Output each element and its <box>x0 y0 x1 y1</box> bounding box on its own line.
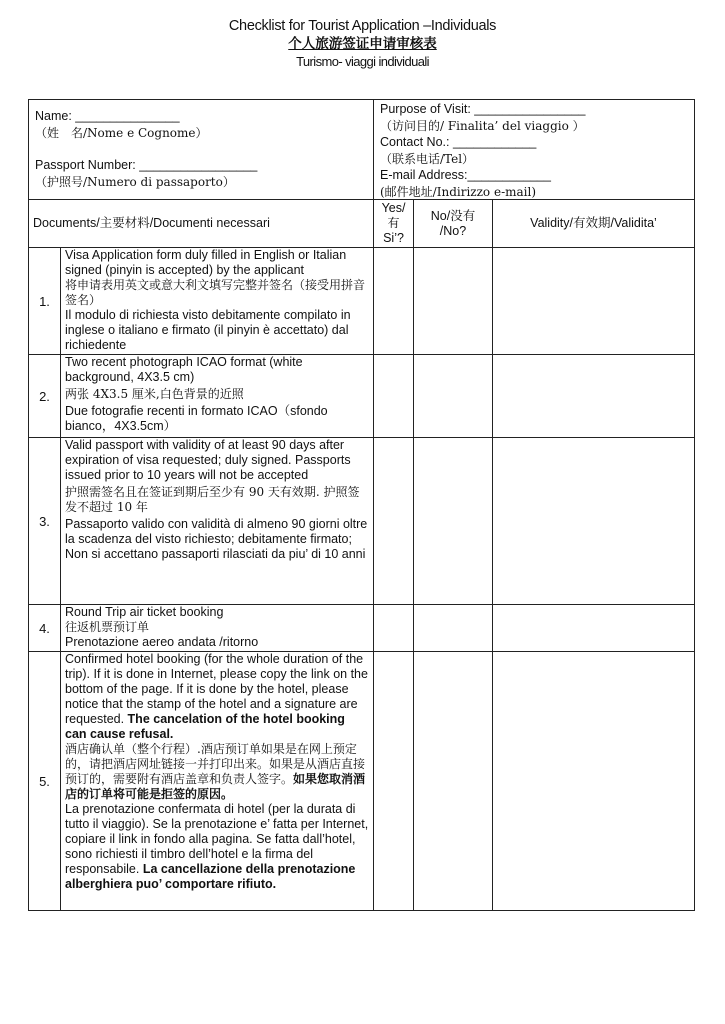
title-english: Checklist for Tourist Application –Individuals <box>228 18 497 34</box>
table-row <box>29 248 694 355</box>
yes-checkbox-cell[interactable] <box>374 248 414 354</box>
no-column-header <box>414 200 493 247</box>
applicant-info-right <box>374 100 694 199</box>
validity-cell[interactable] <box>493 605 694 651</box>
item-text-italian: Due fotografie recenti in formato ICAO（sfondo bianco，4X3.5cm） <box>65 404 328 433</box>
item-number: 4. <box>29 605 61 651</box>
applicant-info-row <box>29 100 694 200</box>
item-text-chinese: 往返机票预订单 <box>65 620 150 634</box>
item-text-italian: Prenotazione aereo andata /ritorno <box>65 635 259 649</box>
item-number: 3. <box>29 438 61 604</box>
documents-column-header: Documents/主要材料/Documenti necessari <box>29 200 374 247</box>
title-chinese: 个人旅游签证申请审核表 <box>288 36 437 52</box>
item-text-italian-body: La prenotazione confermata di hotel (per la durata di tutto il viaggio). Se la prenotazione e’ fatta per Internet, copiare il link in fondo alla pagina. Se fatta dall’hotel, sono richiesti il timbro dell’hotel e la firma del responsabile. <box>65 802 369 876</box>
passport-number-field[interactable]: Passport Number: _________________ <box>35 158 258 172</box>
item-description <box>61 248 373 354</box>
item-text-chinese <box>65 742 369 802</box>
table-header-row <box>29 200 694 248</box>
item-text-chinese: 两张 4X3.5 厘米,白色背景的近照 <box>65 387 244 401</box>
item-number: 1. <box>29 248 61 354</box>
table-row <box>29 438 694 605</box>
document-header <box>0 17 725 70</box>
item-text-english: Two recent photograph ICAO format (white background, 4X3.5 cm) <box>65 355 303 384</box>
no-header-line-2: /No? <box>439 223 467 238</box>
no-checkbox-cell[interactable] <box>414 605 493 651</box>
item-number: 5. <box>29 652 61 910</box>
validity-cell[interactable] <box>493 248 694 354</box>
item-text-italian <box>65 802 369 892</box>
item-description <box>61 438 373 604</box>
name-field[interactable]: Name: _______________ <box>35 109 180 123</box>
applicant-info-left <box>29 100 374 199</box>
no-checkbox-cell[interactable] <box>414 438 493 604</box>
validity-cell[interactable] <box>493 355 694 437</box>
item-number: 2. <box>29 355 61 437</box>
item-text-english: Visa Application form duly filled in English or Italian signed (pinyin is accepted) by the applicant <box>65 248 347 277</box>
item-text-chinese-warning: 如果您取消酒店的订单将可能是拒签的原因。 <box>65 772 366 801</box>
table-row <box>29 605 694 652</box>
yes-checkbox-cell[interactable] <box>374 355 414 437</box>
item-text-chinese-body: 酒店确认单（整个行程）.酒店预订单如果是在网上预定的，请把酒店网址链接一并打印出来。如果是从酒店直接预订的，需要附有酒店盖章和负责人签字。 <box>65 742 366 786</box>
yes-checkbox-cell[interactable] <box>374 438 414 604</box>
no-checkbox-cell[interactable] <box>414 248 493 354</box>
table-row <box>29 652 694 910</box>
yes-header-line-3: Si’? <box>383 231 404 245</box>
yes-checkbox-cell[interactable] <box>374 652 414 910</box>
item-text-italian-warning: La cancellazione della prenotazione alberghiera puo’ comportare rifiuto. <box>65 862 356 891</box>
purpose-sublabel: （访问目的/ Finalita’ del viaggio ） <box>380 118 585 133</box>
validity-cell[interactable] <box>493 652 694 910</box>
no-checkbox-cell[interactable] <box>414 652 493 910</box>
passport-sublabel: （护照号/Numero di passaporto） <box>35 174 235 189</box>
item-text-italian: Passaporto valido con validità di almeno 90 giorni oltre la scadenza del visto richiesto; debitamente firmato; Non si accettano passaporti rilasciati da piu’ di 10 anni <box>65 517 368 561</box>
yes-header-line-1: Yes/ <box>381 201 406 215</box>
item-text-english <box>65 652 369 742</box>
name-sublabel: （姓 名/Nome e Cognome） <box>35 125 208 140</box>
item-text-chinese: 护照需签名且在签证到期后至少有 90 天有效期. 护照签发不超过 10 年 <box>65 485 360 514</box>
yes-header-line-2: 有 <box>387 216 400 230</box>
no-header-line-1: No/没有 <box>430 208 476 223</box>
item-text-english: Valid passport with validity of at least 90 days after expiration of visa requested; duly signed. Passports issued prior to 10 years will not be accepted <box>65 438 351 482</box>
item-description <box>61 355 373 437</box>
item-text-chinese: 将申请表用英文或意大利文填写完整并签名（接受用拼音签名） <box>65 278 366 307</box>
yes-column-header <box>374 200 414 247</box>
email-field[interactable]: E-mail Address:____________ <box>380 168 551 182</box>
validity-column-header: Validity/有效期/Validita’ <box>530 216 657 230</box>
contact-field[interactable]: Contact No.: ____________ <box>380 135 537 149</box>
item-text-english-warning: The cancelation of the hotel booking can cause refusal. <box>65 712 345 741</box>
purpose-field[interactable]: Purpose of Visit: ________________ <box>380 102 586 116</box>
checklist-table <box>28 99 695 911</box>
title-italian: Turismo- viaggi individuali <box>296 54 429 69</box>
item-text-english: Round Trip air ticket booking <box>65 605 224 619</box>
item-text-italian: Il modulo di richiesta visto debitamente compilato in inglese o italiano e firmato (il pinyin è accettato) dal richiedente <box>65 308 351 352</box>
item-text-english-body: Confirmed hotel booking (for the whole duration of the trip). If it is done in Internet, please copy the link on the bottom of the page. If it is done by the hotel, please notice that the stamp of the hotel and a signature are requested. <box>65 652 368 726</box>
item-description <box>61 605 373 651</box>
email-sublabel: (邮件地址/Indirizzo e-mail) <box>380 184 537 199</box>
yes-checkbox-cell[interactable] <box>374 605 414 651</box>
table-row <box>29 355 694 438</box>
item-description <box>61 652 373 910</box>
validity-cell[interactable] <box>493 438 694 604</box>
no-checkbox-cell[interactable] <box>414 355 493 437</box>
contact-sublabel: （联系电话/Tel） <box>380 151 475 166</box>
